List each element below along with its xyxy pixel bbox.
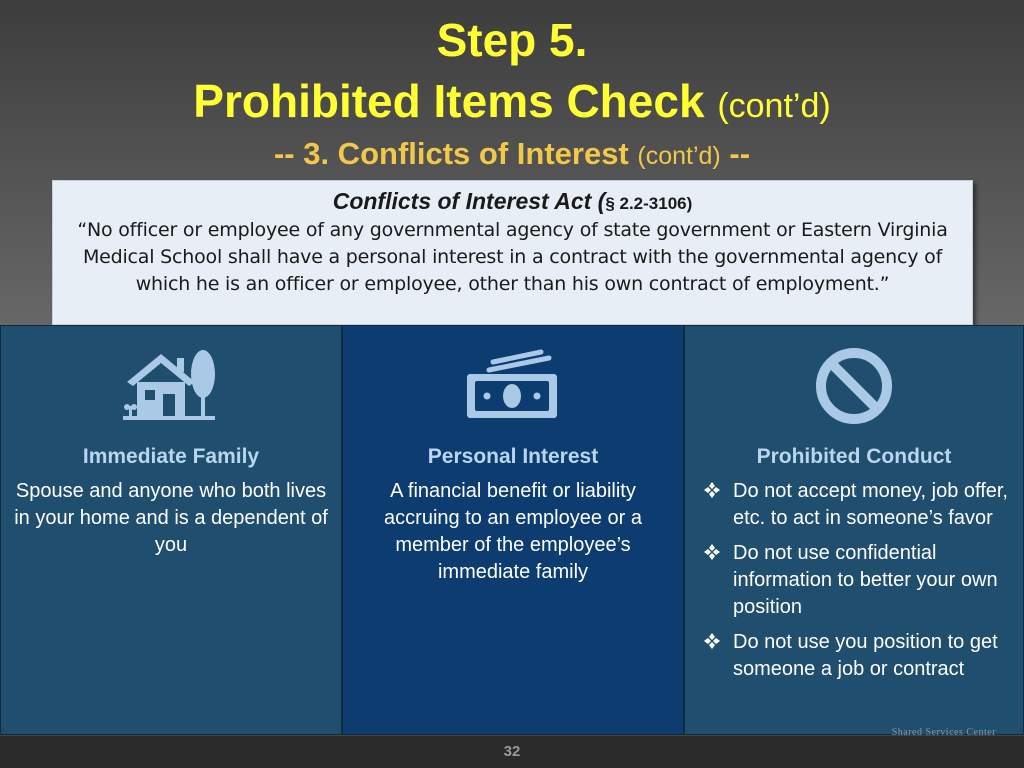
subtitle-suffix: (cont’d) bbox=[637, 142, 721, 170]
house-icon bbox=[121, 344, 221, 424]
list-item bbox=[699, 478, 1013, 532]
title-block bbox=[0, 0, 1024, 180]
subtitle-end: -- bbox=[729, 136, 751, 171]
slide-title-suffix: (cont’d) bbox=[717, 87, 831, 125]
panel-prohibited-conduct bbox=[684, 325, 1024, 735]
panel-title: Prohibited Conduct bbox=[756, 445, 952, 468]
subtitle-text: -- 3. Conflicts of Interest bbox=[273, 136, 629, 171]
slide-title bbox=[0, 74, 1024, 133]
act-section: § 2.2-3106) bbox=[605, 194, 693, 213]
slide-title-text: Prohibited Items Check bbox=[193, 75, 705, 127]
slide-subtitle bbox=[0, 134, 1024, 176]
act-name: Conflicts of Interest Act ( bbox=[332, 188, 606, 214]
diamond-bullet-icon bbox=[703, 543, 721, 561]
step-heading: Step 5. bbox=[436, 14, 588, 66]
act-quote-box bbox=[52, 180, 973, 325]
act-title bbox=[53, 187, 972, 218]
prohibited-conduct-list bbox=[699, 478, 1013, 691]
bullet-text: Do not accept money, job offer, etc. to act in someone’s favor bbox=[733, 480, 1008, 529]
bullet-text: Do not use confidential information to better your own position bbox=[733, 542, 998, 618]
panel-title: Immediate Family bbox=[82, 445, 260, 468]
prohibited-icon bbox=[809, 344, 899, 428]
list-item bbox=[699, 540, 1013, 621]
act-quote-text: “No officer or employee of any governmental agency of state government or Eastern Virginia Medical School shall have a personal interest in a contract with the governmental agency of which he is an officer or employee, other than his own contract of employment.” bbox=[77, 219, 948, 295]
money-icon bbox=[463, 344, 563, 424]
definition-panels bbox=[0, 325, 1024, 735]
diamond-bullet-icon bbox=[703, 632, 721, 650]
panel-body: A financial benefit or liability accruing to an employee or a member of the employee’s immediate family bbox=[384, 480, 642, 583]
panel-body: Spouse and anyone who both lives in your home and is a dependent of you bbox=[14, 480, 328, 556]
page-number: 32 bbox=[503, 743, 521, 760]
panel-title: Personal Interest bbox=[427, 445, 599, 468]
bullet-text: Do not use you position to get someone a job or contract bbox=[733, 631, 998, 680]
list-item bbox=[699, 629, 1013, 683]
diamond-bullet-icon bbox=[703, 481, 721, 499]
watermark-text: Shared Services Center bbox=[891, 727, 996, 738]
footer-bar bbox=[0, 735, 1024, 768]
panel-personal-interest bbox=[342, 325, 684, 735]
panel-immediate-family bbox=[0, 325, 342, 735]
